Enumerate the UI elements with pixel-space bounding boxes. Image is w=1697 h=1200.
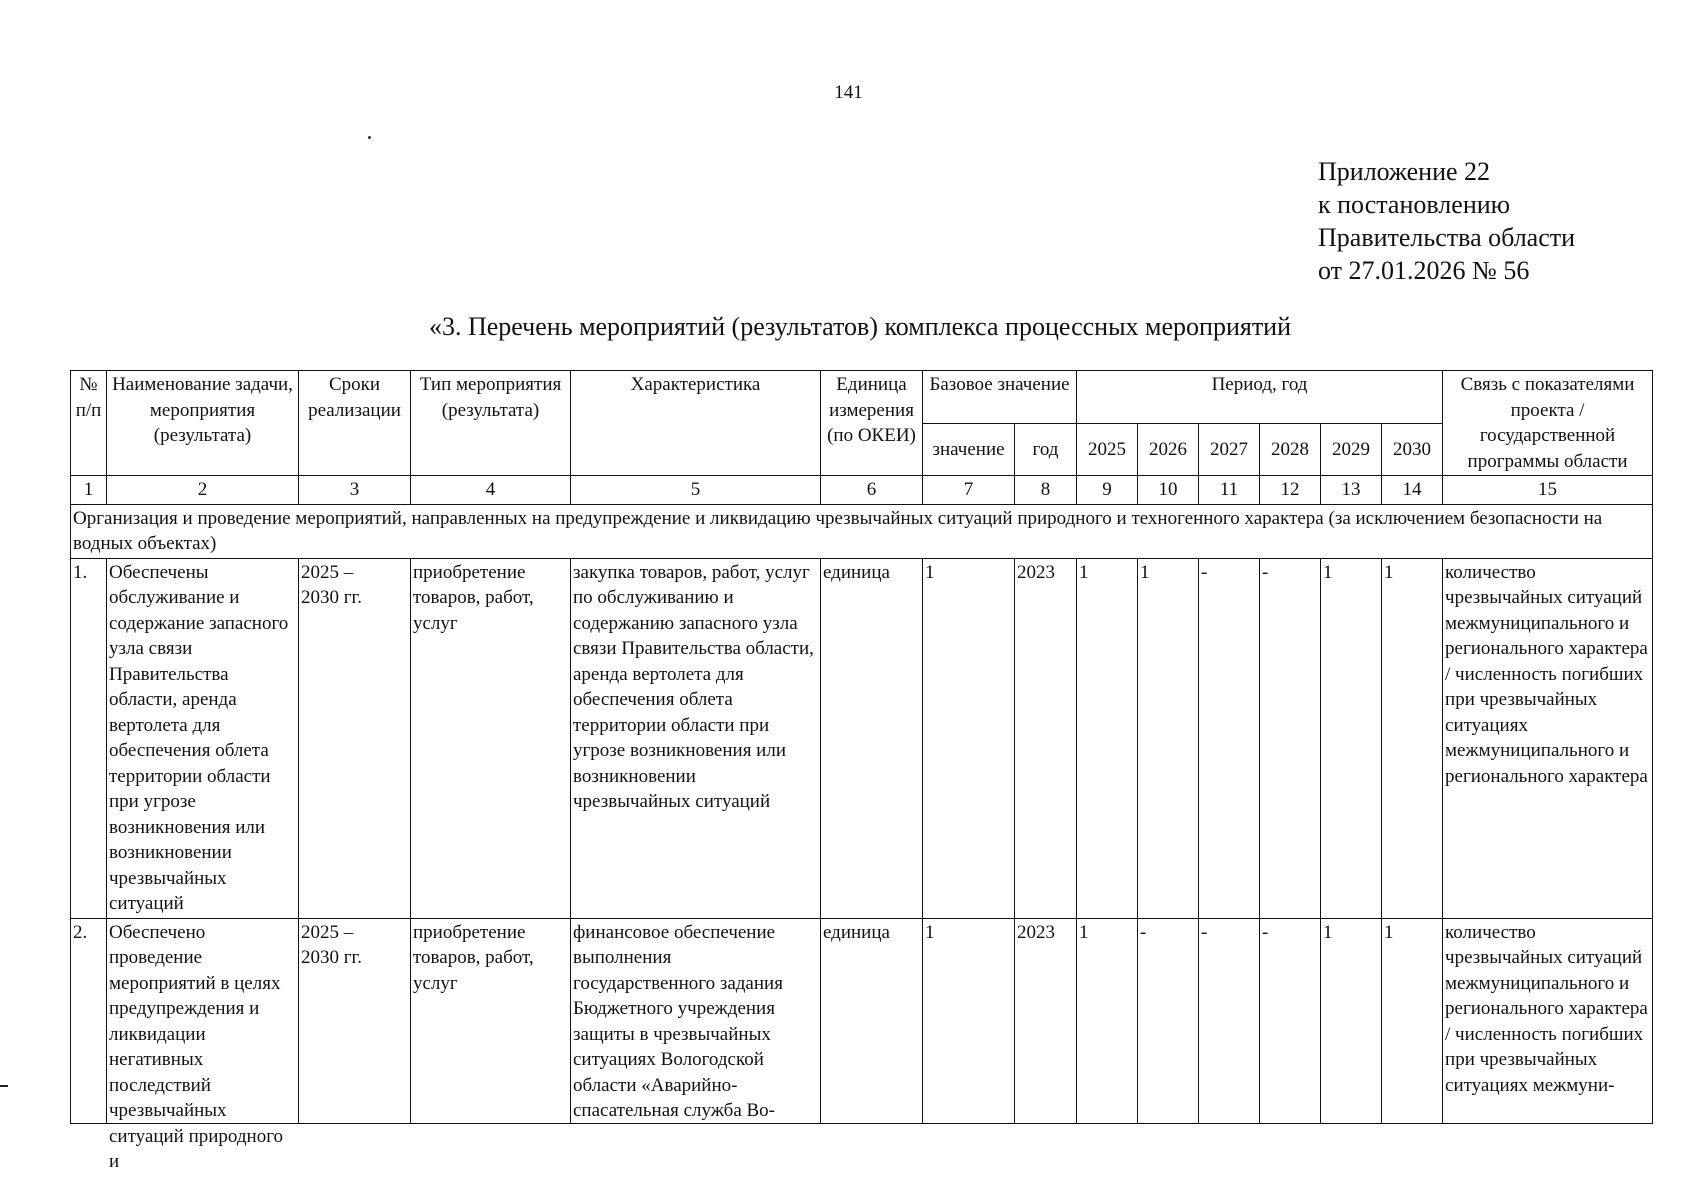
row-indicator-link: количество чрезвычайных ситуаций межмуниципального и регионального характера / численность погибших при чрезвычайных ситуациях межмуниципального и регионального характера xyxy=(1443,558,1653,918)
column-number: 14 xyxy=(1382,476,1443,505)
header-terms: Сроки реализации xyxy=(299,371,411,476)
row-year-2027: - xyxy=(1199,918,1260,1123)
row-terms: 2025 – 2030 гг. xyxy=(299,558,411,918)
row-num: 2. xyxy=(71,918,107,1123)
row-type: приобретение товаров, работ, услуг xyxy=(411,558,571,918)
header-type: Тип мероприятия (результата) xyxy=(411,371,571,476)
header-unit: Единица измерения (по ОКЕИ) xyxy=(821,371,923,476)
row-characteristic: финансовое обеспечение выполнения государственного задания Бюджетного учреждения защиты в чрезвычайных ситуациях Вологодской области «Аварийно-спасательная служба Во- xyxy=(571,918,821,1123)
section-title: Организация и проведение мероприятий, направленных на предупреждение и ликвидацию чрезвычайных ситуаций природного и техногенного характера (за исключением безопасности на водных объектах) xyxy=(71,504,1653,558)
row-num: 1. xyxy=(71,558,107,918)
column-number: 13 xyxy=(1321,476,1382,505)
appendix-line-4: от 27.01.2026 № 56 xyxy=(1318,256,1530,285)
measures-table xyxy=(70,370,1653,1172)
appendix-line-2: к постановлению xyxy=(1318,190,1511,219)
row-type: приобретение товаров, работ, услуг xyxy=(411,918,571,1123)
header-year-2026: 2026 xyxy=(1138,424,1199,476)
column-number: 10 xyxy=(1138,476,1199,505)
table-row xyxy=(71,918,1653,1123)
header-base-value: значение xyxy=(923,424,1015,476)
column-number: 3 xyxy=(299,476,411,505)
header-row xyxy=(71,371,1653,424)
row-year-2025: 1 xyxy=(1077,558,1138,918)
header-year-2028: 2028 xyxy=(1260,424,1321,476)
appendix-line-3: Правительства области xyxy=(1318,223,1576,252)
row-indicator-link: количество чрезвычайных ситуаций межмуниципального и регионального характера / численность погибших при чрезвычайных ситуациях межмуни- xyxy=(1443,918,1653,1123)
column-number: 11 xyxy=(1199,476,1260,505)
section-row xyxy=(71,504,1653,558)
header-year-2025: 2025 xyxy=(1077,424,1138,476)
header-name: Наименование задачи, мероприятия (результата) xyxy=(107,371,299,476)
column-number: 5 xyxy=(571,476,821,505)
scan-dot xyxy=(368,136,371,139)
row-year-2029: 1 xyxy=(1321,558,1382,918)
header-year-2029: 2029 xyxy=(1321,424,1382,476)
row-base-value: 1 xyxy=(923,558,1015,918)
row-year-2030: 1 xyxy=(1382,918,1443,1123)
scan-mark xyxy=(0,1085,8,1087)
row-year-2030: 1 xyxy=(1382,558,1443,918)
header-base-year: год xyxy=(1015,424,1077,476)
header-period: Период, год xyxy=(1077,371,1443,424)
column-number: 15 xyxy=(1443,476,1653,505)
header-base: Базовое значение xyxy=(923,371,1077,424)
row-year-2029: 1 xyxy=(1321,918,1382,1123)
appendix-line-1: Приложение 22 xyxy=(1318,157,1491,186)
column-number: 2 xyxy=(107,476,299,505)
row-year-2026: 1 xyxy=(1138,558,1199,918)
row-name: Обеспечено проведение мероприятий в целях предупреждения и ликвидации негативных последствий чрезвычайных ситуаций природного и xyxy=(107,918,299,1123)
column-number: 4 xyxy=(411,476,571,505)
row-year-2028: - xyxy=(1260,918,1321,1123)
column-number: 7 xyxy=(923,476,1015,505)
row-name: Обеспечены обслуживание и содержание запасного узла связи Правительства области, аренда вертолета для обеспечения облета территории области при угрозе возникновения или возникновении чрезвычайных ситуаций xyxy=(107,558,299,918)
column-number: 1 xyxy=(71,476,107,505)
row-unit: единица xyxy=(821,918,923,1123)
row-year-2026: - xyxy=(1138,918,1199,1123)
header-year-2027: 2027 xyxy=(1199,424,1260,476)
page-number: 141 xyxy=(834,82,863,103)
row-unit: единица xyxy=(821,558,923,918)
row-year-2025: 1 xyxy=(1077,918,1138,1123)
row-terms: 2025 – 2030 гг. xyxy=(299,918,411,1123)
table-row xyxy=(71,558,1653,918)
appendix-block xyxy=(1318,155,1575,287)
column-number-row xyxy=(71,476,1653,505)
column-number: 9 xyxy=(1077,476,1138,505)
row-year-2028: - xyxy=(1260,558,1321,918)
column-number: 12 xyxy=(1260,476,1321,505)
row-base-year: 2023 xyxy=(1015,918,1077,1123)
header-link: Связь с показателями проекта / государственной программы области xyxy=(1443,371,1653,476)
column-number: 8 xyxy=(1015,476,1077,505)
column-number: 6 xyxy=(821,476,923,505)
header-characteristic: Характеристика xyxy=(571,371,821,476)
document-title: «3. Перечень мероприятий (результатов) комплекса процессных мероприятий xyxy=(428,312,1292,341)
row-characteristic: закупка товаров, работ, услуг по обслуживанию и содержанию запасного узла связи Правительства области, аренда вертолета для обеспечения облета территории области при угрозе возникновения или возникновении чрезвычайных ситуаций xyxy=(571,558,821,918)
row-base-year: 2023 xyxy=(1015,558,1077,918)
header-year-2030: 2030 xyxy=(1382,424,1443,476)
row-base-value: 1 xyxy=(923,918,1015,1123)
header-num: № п/п xyxy=(71,371,107,476)
row-year-2027: - xyxy=(1199,558,1260,918)
